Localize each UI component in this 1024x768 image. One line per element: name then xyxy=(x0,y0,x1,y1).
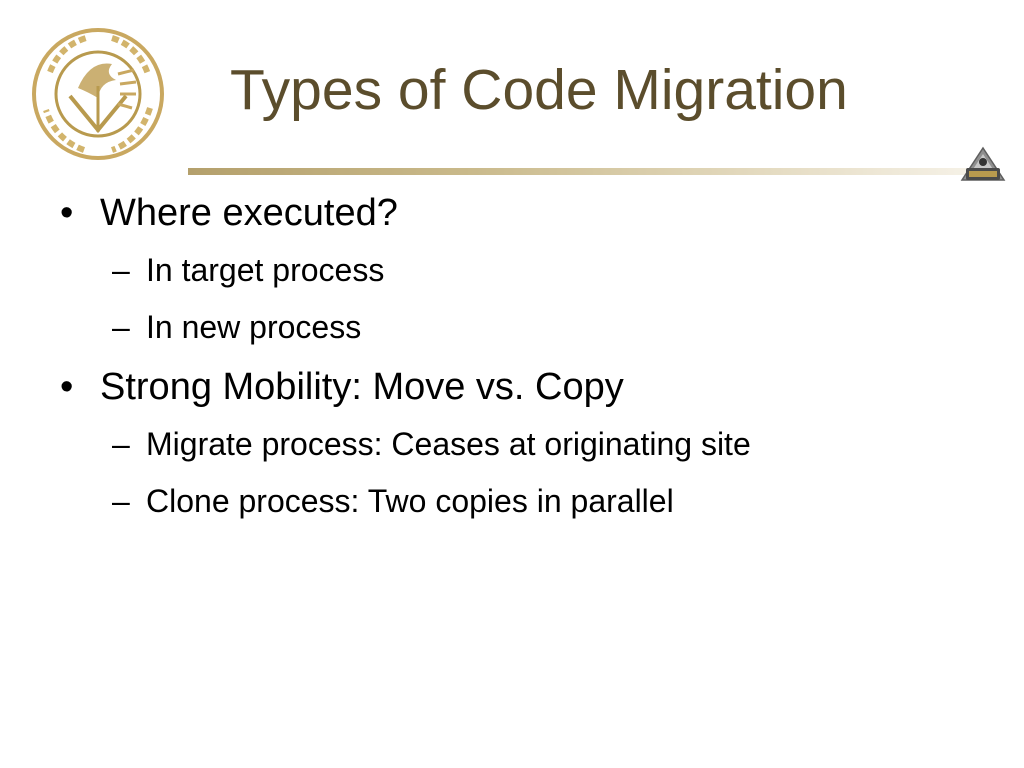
slide-title: Types of Code Migration xyxy=(230,58,848,122)
sub-bullet-item xyxy=(100,473,998,530)
sub-bullet-text: In new process xyxy=(146,309,362,345)
sub-bullet-text: Migrate process: Ceases at originating site xyxy=(146,426,751,462)
purdue-seal-logo xyxy=(30,26,166,162)
bullet-item xyxy=(58,190,998,356)
sub-bullet-text: Clone process: Two copies in parallel xyxy=(146,483,674,519)
sub-bullet-list xyxy=(100,242,998,356)
title-divider xyxy=(188,168,978,175)
sub-bullet-item xyxy=(100,299,998,356)
sub-bullet-marker: – xyxy=(112,426,130,462)
sub-bullet-list xyxy=(100,416,998,530)
sub-bullet-marker: – xyxy=(112,252,130,288)
bullet-text: Where executed? xyxy=(100,192,398,234)
bullet-marker: • xyxy=(60,366,74,408)
bullet-list xyxy=(58,190,998,538)
bullet-item xyxy=(58,364,998,530)
purdue-corner-logo-icon xyxy=(960,146,1006,188)
sub-bullet-marker: – xyxy=(112,309,130,345)
bullet-marker: • xyxy=(60,192,74,234)
sub-bullet-marker: – xyxy=(112,483,130,519)
sub-bullet-item xyxy=(100,416,998,473)
sub-bullet-text: In target process xyxy=(146,252,385,288)
bullet-text: Strong Mobility: Move vs. Copy xyxy=(100,366,624,408)
sub-bullet-item xyxy=(100,242,998,299)
